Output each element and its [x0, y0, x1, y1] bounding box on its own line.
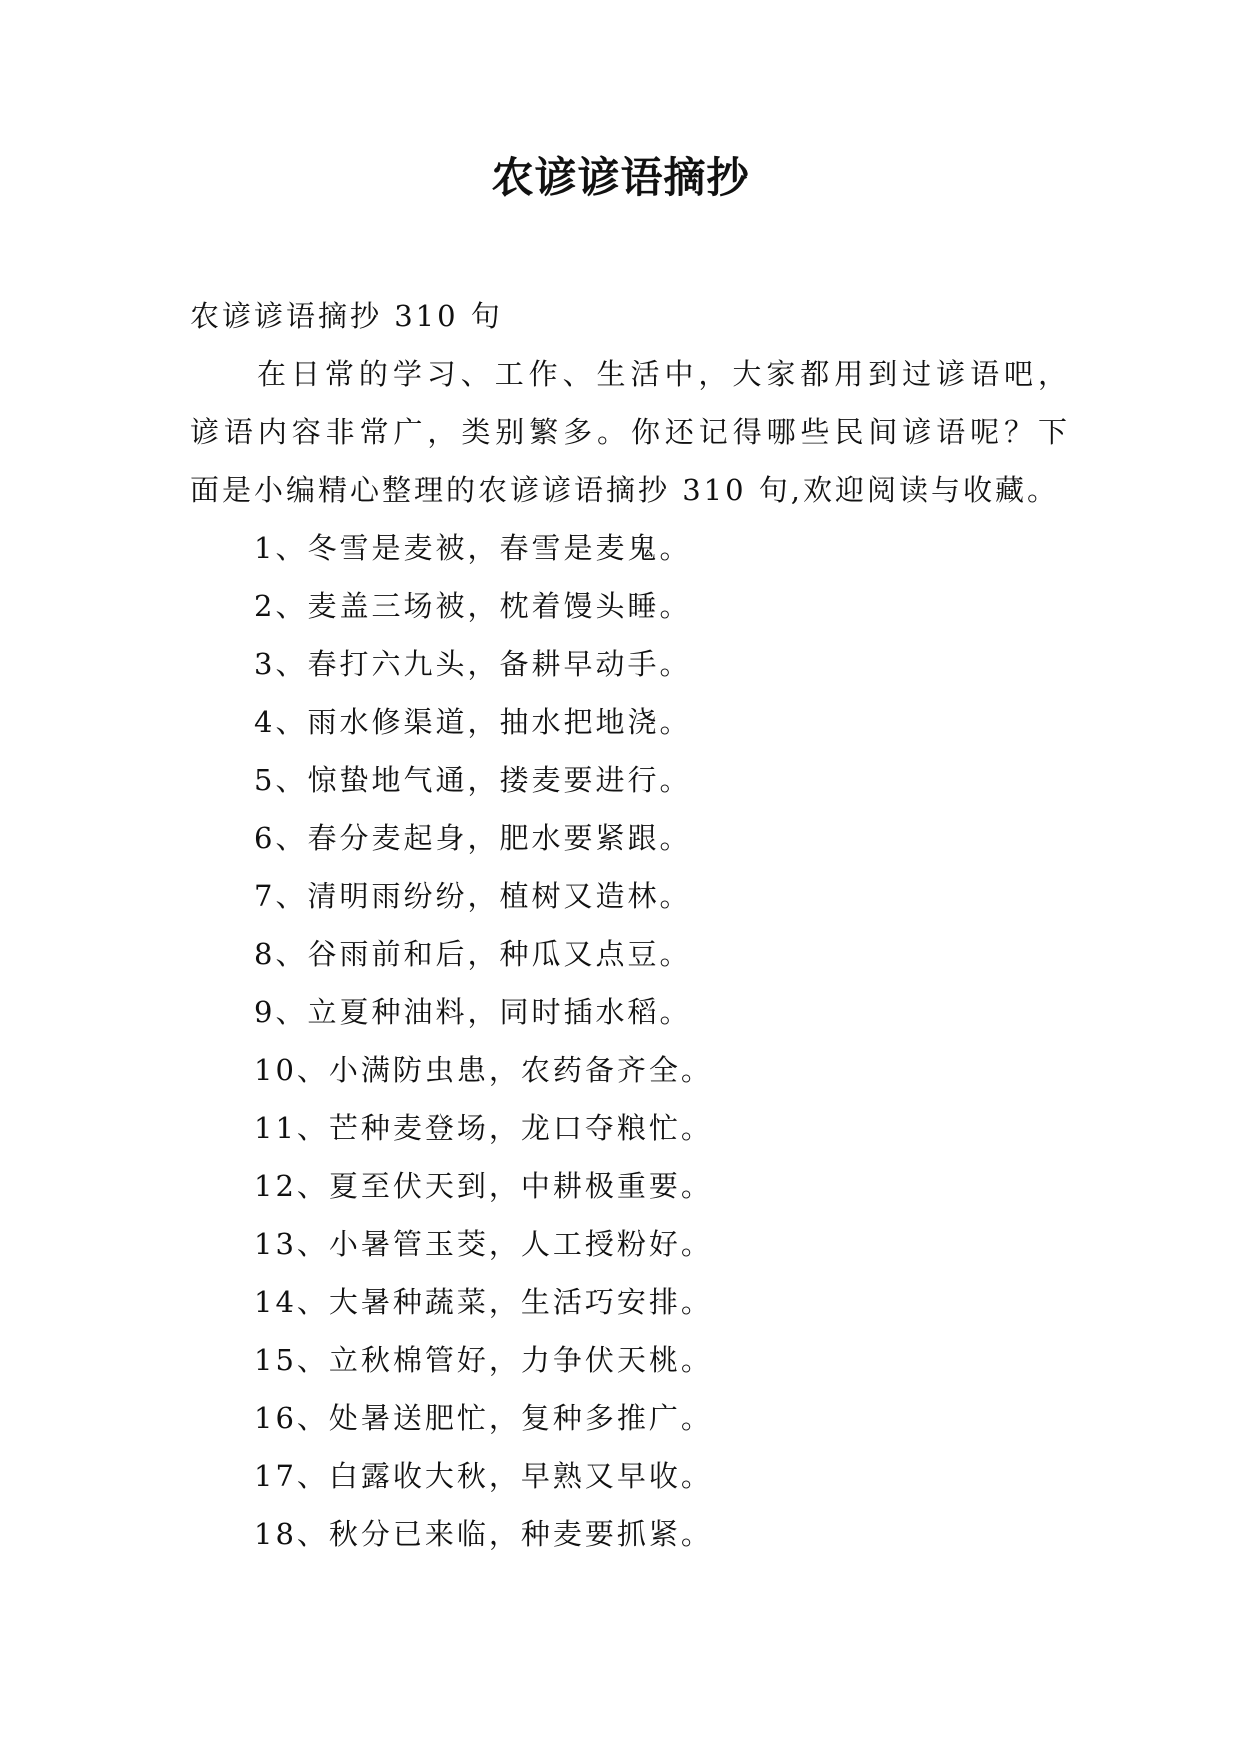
- proverb-item: 13、小暑管玉茭，人工授粉好。: [254, 1227, 713, 1261]
- proverb-item: 18、秋分已来临，种麦要抓紧。: [254, 1517, 713, 1551]
- proverb-item: 2、麦盖三场被，枕着馒头睡。: [254, 589, 692, 623]
- proverb-item: 17、白露收大秋，早熟又早收。: [254, 1459, 713, 1493]
- proverb-item: 8、谷雨前和后，种瓜又点豆。: [254, 937, 692, 971]
- document-subtitle: 农谚谚语摘抄 310 句: [190, 299, 503, 333]
- document-title: 农谚谚语摘抄: [491, 153, 750, 202]
- proverb-item: 4、雨水修渠道，抽水把地浇。: [254, 705, 692, 739]
- proverb-item: 14、大暑种蔬菜，生活巧安排。: [254, 1285, 713, 1319]
- proverb-item: 16、处暑送肥忙，复种多推广。: [254, 1401, 713, 1435]
- proverb-item: 15、立秋棉管好，力争伏天桃。: [254, 1343, 713, 1377]
- document-body: [190, 287, 1070, 1563]
- intro-line: 在日常的学习、工作、生活中，大家都用到过谚语吧，: [257, 357, 1070, 391]
- intro-line: 谚语内容非常广，类别繁多。你还记得哪些民间谚语呢？下: [190, 415, 1070, 449]
- proverb-item: 3、春打六九头，备耕早动手。: [254, 647, 692, 681]
- proverb-item: 6、春分麦起身，肥水要紧跟。: [254, 821, 692, 855]
- proverb-item: 10、小满防虫患，农药备齐全。: [254, 1053, 713, 1087]
- intro-line: 面是小编精心整理的农谚谚语摘抄 310 句,欢迎阅读与收藏。: [190, 473, 1060, 507]
- proverb-item: 12、夏至伏天到，中耕极重要。: [254, 1169, 713, 1203]
- proverb-item: 11、芒种麦登场，龙口夺粮忙。: [254, 1111, 713, 1145]
- proverb-item: 9、立夏种油料，同时插水稻。: [254, 995, 692, 1029]
- proverb-item: 1、冬雪是麦被，春雪是麦鬼。: [254, 531, 692, 565]
- proverb-item: 7、清明雨纷纷，植树又造林。: [254, 879, 692, 913]
- proverb-item: 5、惊蛰地气通，搂麦要进行。: [254, 763, 692, 797]
